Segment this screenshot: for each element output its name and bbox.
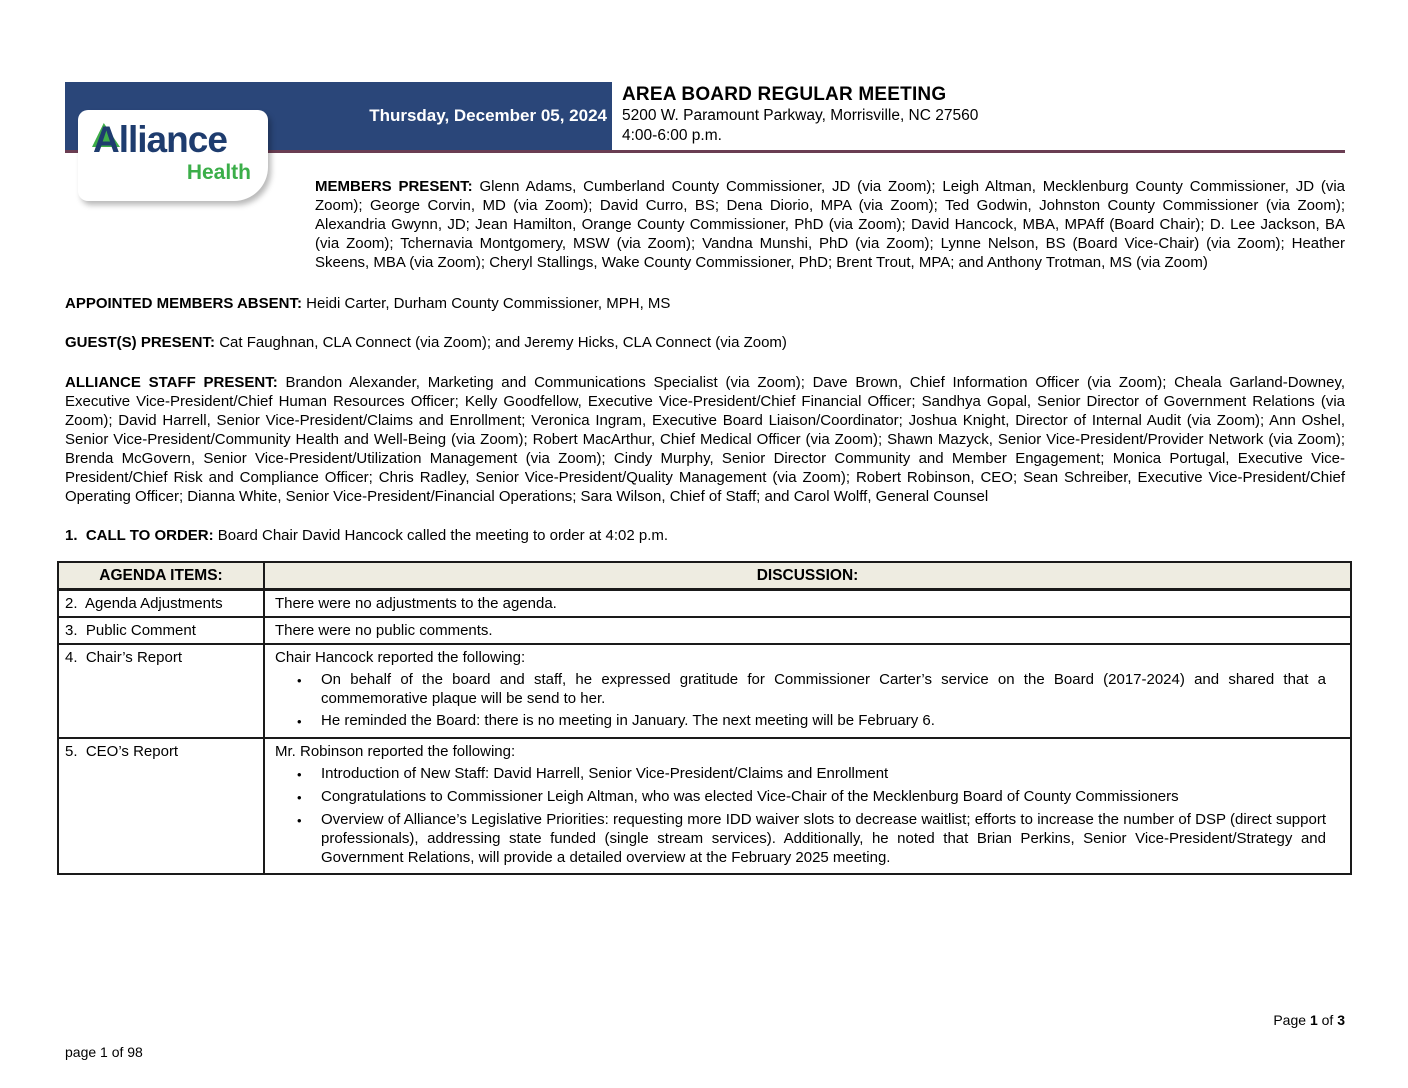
bullet-icon: • [297,714,302,729]
agenda-table-body [58,590,1351,875]
bullet-item [297,670,1340,708]
discussion-intro: Chair Hancock reported the following: [275,649,526,666]
bullet-text: Overview of Alliance’s Legislative Priorities: requesting more IDD waiver slots to decrease waitlist; efforts to increase the number of DSP (direct support professionals), addressing state funded (single stream services). Additionally, he noted that Brian Perkins, Senior Vice-President/Strategy and Government Relations, will provide a detailed overview at the February 2025 meeting. [321,811,1326,866]
meeting-address: 5200 W. Paramount Parkway, Morrisville, NC 27560 [622,107,979,124]
discussion-header: DISCUSSION: [264,562,1351,590]
logo-text-alliance: Alliance [93,119,227,160]
bullet-text: Introduction of New Staff: David Harrell, Senior Vice-President/Claims and Enrollment [321,765,889,782]
agenda-table-header-row [58,562,1351,590]
bullet-item [297,810,1340,867]
bullet-icon: • [297,673,302,688]
agenda-table-row [58,738,1351,874]
bullet-text: On behalf of the board and staff, he expressed gratitude for Commissioner Carter’s service on the Board (2017-2024) and shared that a commemorative plaque will be send to her. [321,671,1326,707]
staff-text: Brandon Alexander, Marketing and Communications Specialist (via Zoom); Dave Brown, Chief Information Officer (via Zoom); Cheala Garland-Downey, Executive Vice-President/Chief Human Resources Officer; Kelly Goodfellow, Executive Vice-President/Chief Financial Officer; Sandhya Gopal, Senior Director of Government Relations (via Zoom); David Harrell, Senior Vice-President/Claims and Enrollment; Veronica Ingram, Executive Board Liaison/Coordinator; Joshua Knight, Director of Internal Audit (via Zoom); Ann Oshel, Senior Vice-President/Community Health and Well-Being (via Zoom); Robert MacArthur, Chief Medical Officer (via Zoom); Shawn Mazyck, Senior Vice-President/Provider Network (via Zoom); Brenda McGovern, Senior Vice-President/Utilization Management (via Zoom); Cindy Murphy, Senior Director Community and Member Engagement; Monica Portugal, Executive Vice-President/Chief Risk and Compliance Officer; Chris Radley, Senior Vice-President/Quality Management (via Zoom); Robert Robinson, CEO; Sean Schreiber, Executive Vice-President/Chief Operating Officer; Dianna White, Senior Vice-President/Financial Operations; Sara Wilson, Chief of Staff; and Carol Wolff, General Counsel [65,374,1345,505]
discussion-intro: Mr. Robinson reported the following: [275,743,516,760]
staff-paragraph [65,373,1345,506]
guests-label: GUEST(S) PRESENT: [65,334,216,351]
document-body [65,177,1345,875]
discussion-intro: There were no public comments. [275,622,493,639]
agenda-table-row [58,590,1351,618]
title-block [612,82,978,150]
members-absent-label: APPOINTED MEMBERS ABSENT: [65,295,302,312]
logo-text-health: Health [186,161,251,184]
page-number-footer [1273,1012,1345,1028]
alliance-health-logo [78,110,268,201]
bullet-icon: • [297,790,302,805]
call-to-order-paragraph [65,526,1345,545]
discussion-cell [264,617,1351,644]
bullet-item [297,764,1340,784]
meeting-time: 4:00-6:00 p.m. [622,127,722,144]
staff-label: ALLIANCE STAFF PRESENT: [65,374,278,391]
guests-paragraph [65,333,1345,352]
agenda-table [57,561,1352,875]
agenda-item-cell: 2. Agenda Adjustments [58,590,264,618]
call-to-order-text: Board Chair David Hancock called the meeting to order at 4:02 p.m. [213,527,669,544]
bullet-text: He reminded the Board: there is no meeting in January. The next meeting will be February 6. [321,712,935,729]
meeting-title: AREA BOARD REGULAR MEETING [622,84,947,105]
members-present-paragraph [315,177,1345,272]
members-absent-paragraph [65,294,1345,313]
agenda-table-row [58,644,1351,738]
agenda-item-cell: 4. Chair’s Report [58,644,264,738]
discussion-cell [264,738,1351,874]
agenda-table-row [58,617,1351,644]
page-word: Page [1273,1012,1307,1028]
members-present-text: Glenn Adams, Cumberland County Commissioner, JD (via Zoom); Leigh Altman, Mecklenburg County Commissioner, JD (via Zoom); George Corvin, MD (via Zoom); David Curro, BS; Dena Diorio, MPA (via Zoom); Ted Godwin, Johnston County Commissioner (via Zoom); Alexandria Gwynn, JD; Jean Hamilton, Orange County Commissioner, PhD (via Zoom); David Hancock, MBA, MPAff (Board Chair); D. Lee Jackson, BA (via Zoom); Tchernavia Montgomery, MSW (via Zoom); Vandna Munshi, PhD (via Zoom); Lynne Nelson, BS (Board Vice-Chair) (via Zoom); Heather Skeens, MBA (via Zoom); Cheryl Stallings, Wake County Commissioner, PhD; Brent Trout, MPA; and Anthony Trotman, MS (via Zoom) [315,178,1345,271]
meeting-date: Thursday, December 05, 2024 [369,106,607,125]
bullet-text: Congratulations to Commissioner Leigh Altman, who was elected Vice-Chair of the Mecklenburg Board of County Commissioners [321,788,1179,805]
guests-text: Cat Faughnan, CLA Connect (via Zoom); and Jeremy Hicks, CLA Connect (via Zoom) [219,334,787,351]
members-absent-text: Heidi Carter, Durham County Commissioner, MPH, MS [306,295,671,312]
bullet-item [297,711,1340,731]
discussion-bullets [275,764,1340,867]
of-word: of [1321,1012,1334,1028]
call-to-order-label: 1. CALL TO ORDER: [65,527,214,544]
agenda-items-header: AGENDA ITEMS: [58,562,264,590]
page-total: 3 [1337,1012,1345,1028]
page-current: 1 [1309,1012,1318,1028]
bullet-icon: • [297,813,302,828]
bullet-item [297,787,1340,807]
members-present-label: MEMBERS PRESENT: [315,178,473,195]
discussion-cell [264,590,1351,618]
scan-page-number: page 1 of 98 [65,1044,143,1060]
discussion-intro: There were no adjustments to the agenda. [275,595,557,612]
agenda-item-cell: 3. Public Comment [58,617,264,644]
discussion-cell [264,644,1351,738]
agenda-item-cell: 5. CEO’s Report [58,738,264,874]
discussion-bullets [275,670,1340,731]
bullet-icon: • [297,767,302,782]
